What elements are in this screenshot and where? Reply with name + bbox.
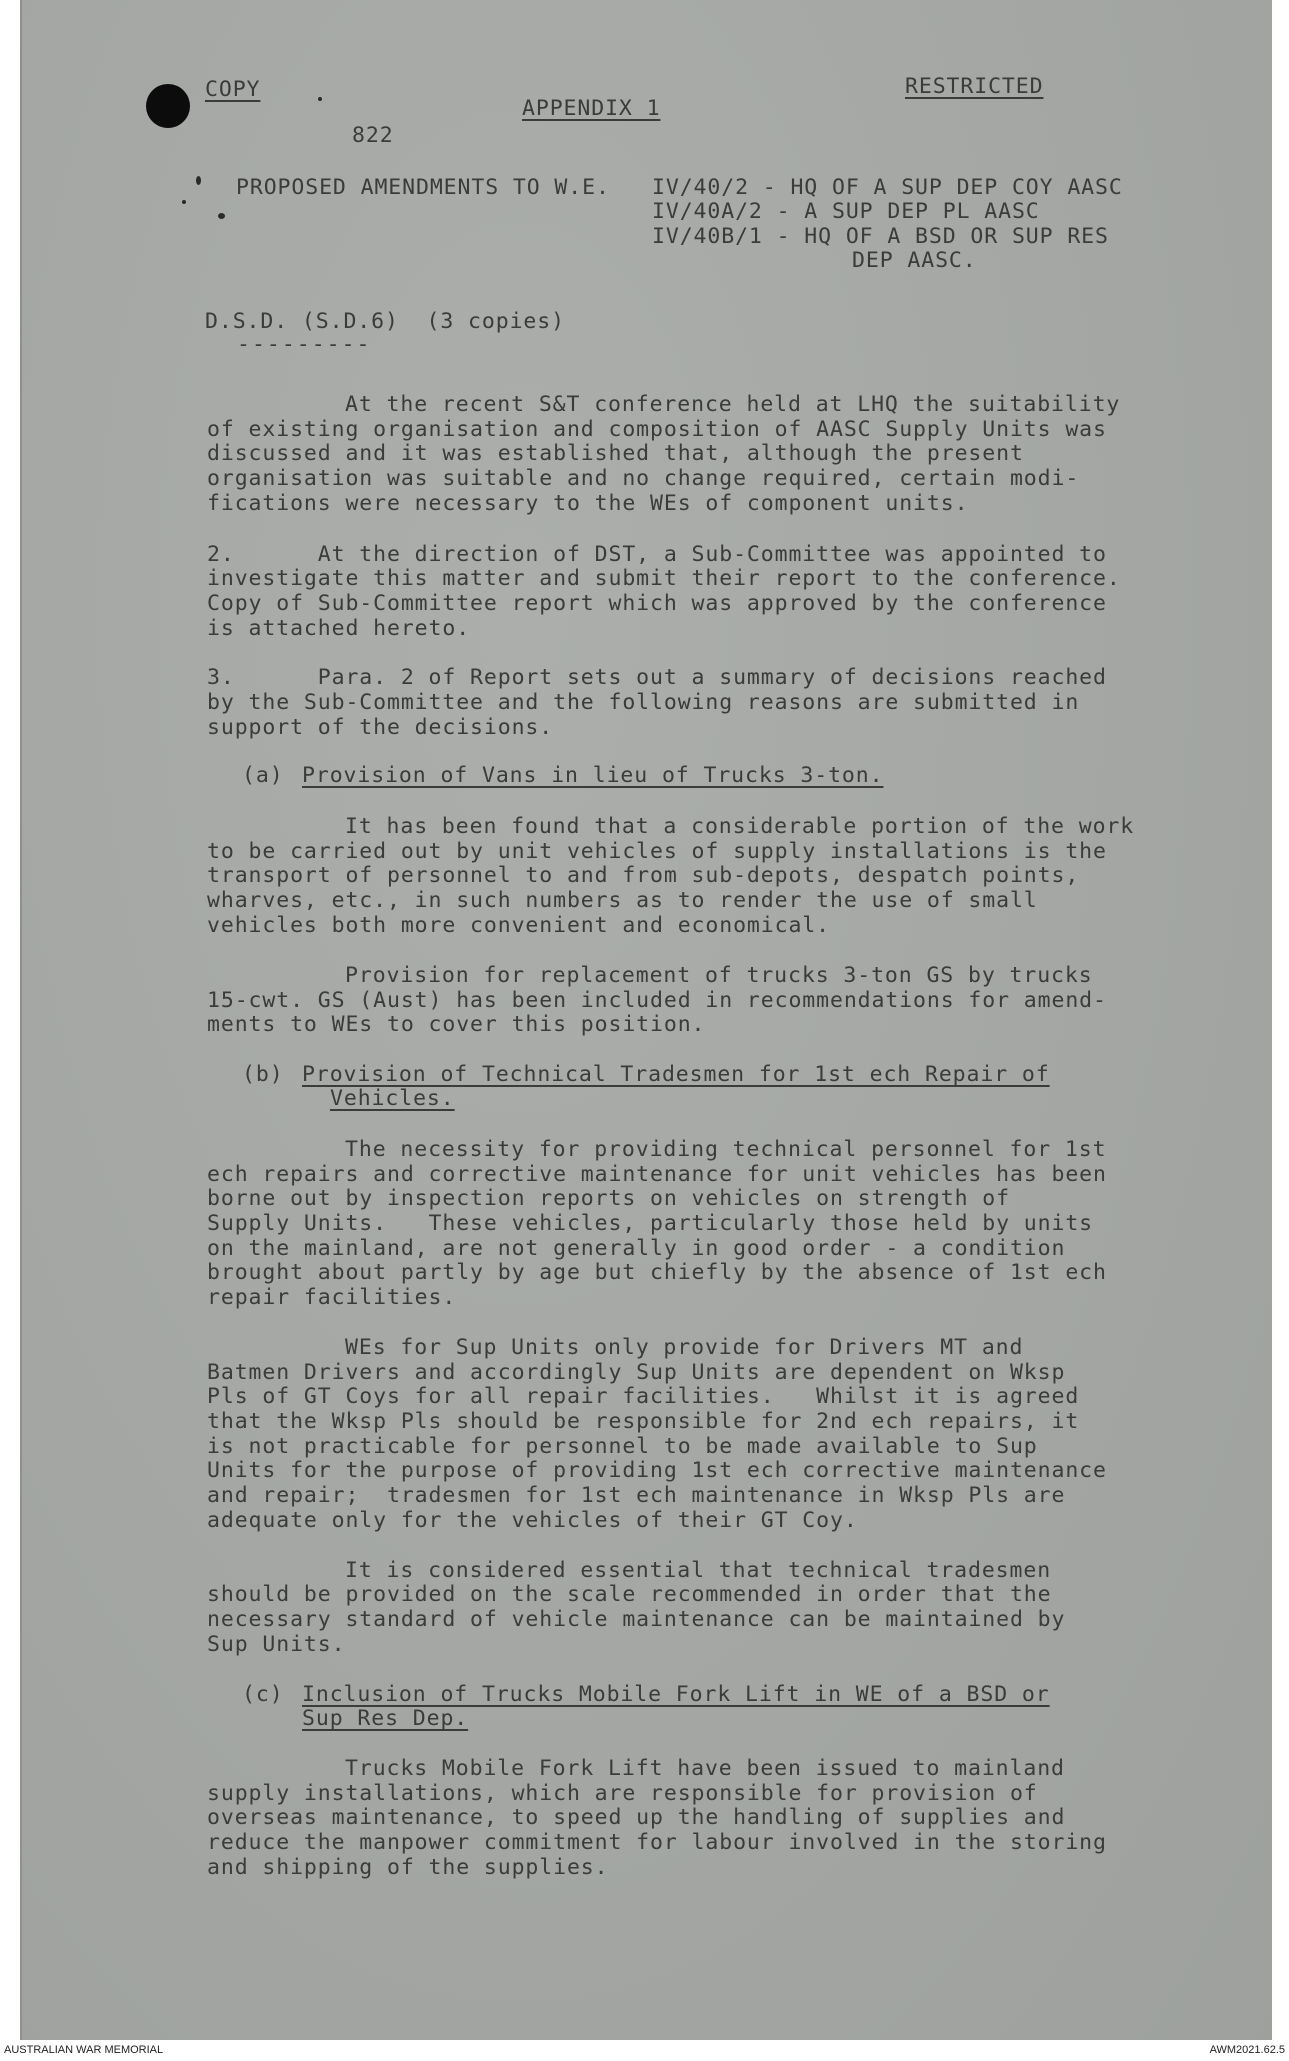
- section-b-text: is not practicable for personnel to be made available to Sup: [207, 1434, 1038, 1459]
- section-a-text: Provision for replacement of trucks 3-ton GS by trucks: [345, 963, 1093, 988]
- subject-line: IV/40B/1 - HQ OF A BSD OR SUP RES: [652, 224, 1109, 249]
- section-c-text: Trucks Mobile Fork Lift have been issued to mainland: [345, 1756, 1065, 1781]
- subject-line: DEP AASC.: [852, 248, 977, 273]
- subject-line: IV/40A/2 - A SUP DEP PL AASC: [652, 199, 1040, 224]
- section-a-text: to be carried out by unit vehicles of supply installations is the: [207, 839, 1107, 864]
- section-a-text: wharves, etc., in such numbers as to render the use of small: [207, 888, 1038, 913]
- paragraph-2-line: is attached hereto.: [207, 616, 471, 641]
- addressee: D.S.D. (S.D.6) (3 copies): [205, 309, 565, 334]
- section-b-heading: Provision of Technical Tradesmen for 1st ech Repair of: [302, 1062, 1050, 1087]
- page-number: 822: [352, 123, 394, 148]
- paragraph-3-line: 3. Para. 2 of Report sets out a summary of decisions reached: [207, 665, 1107, 690]
- section-b-text: Units for the purpose of providing 1st ech corrective maintenance: [207, 1458, 1107, 1483]
- section-b-text: Batmen Drivers and accordingly Sup Units are dependent on Wksp: [207, 1360, 1066, 1385]
- section-a-text: vehicles both more convenient and economical.: [207, 913, 830, 938]
- section-c-text: overseas maintenance, to speed up the handling of supplies and: [207, 1805, 1066, 1830]
- punch-hole: [146, 84, 190, 128]
- paragraph-3-line: support of the decisions.: [207, 715, 554, 740]
- paragraph-1-line: At the recent S&T conference held at LHQ the suitability: [345, 392, 1121, 417]
- paragraph-1-line: discussed and it was established that, although the present: [207, 441, 1024, 466]
- section-b-text: necessary standard of vehicle maintenance can be maintained by: [207, 1607, 1066, 1632]
- section-b-label: (b): [242, 1062, 284, 1087]
- appendix-title: APPENDIX 1: [522, 96, 661, 121]
- subject-line: IV/40/2 - HQ OF A SUP DEP COY AASC: [652, 175, 1123, 200]
- section-b-text: on the mainland, are not generally in good order - a condition: [207, 1236, 1066, 1261]
- section-a-text: transport of personnel to and from sub-depots, despatch points,: [207, 863, 1080, 888]
- archive-footer: [0, 2040, 1289, 2061]
- section-a-label: (a): [242, 763, 284, 788]
- section-b-text: borne out by inspection reports on vehicles on strength of: [207, 1186, 1010, 1211]
- section-b-text: It is considered essential that technical tradesmen: [345, 1558, 1052, 1583]
- paragraph-2-line: Copy of Sub-Committee report which was approved by the conference: [207, 591, 1107, 616]
- ink-speck: [182, 200, 186, 204]
- section-b-text: Sup Units.: [207, 1632, 346, 1657]
- section-c-heading: Inclusion of Trucks Mobile Fork Lift in WE of a BSD or: [302, 1682, 1050, 1707]
- paragraph-2-line: investigate this matter and submit their report to the conference.: [207, 566, 1121, 591]
- section-b-text: ech repairs and corrective maintenance for unit vehicles has been: [207, 1162, 1107, 1187]
- section-c-label: (c): [242, 1682, 284, 1707]
- section-b-text: adequate only for the vehicles of their GT Coy.: [207, 1508, 858, 1533]
- ink-speck: [318, 97, 322, 101]
- section-b-text: should be provided on the scale recommended in order that the: [207, 1582, 1052, 1607]
- classification-label: RESTRICTED: [905, 74, 1044, 99]
- copy-label: COPY: [205, 77, 261, 102]
- document-page: [20, 0, 1272, 2040]
- paragraph-1-line: of existing organisation and composition of AASC Supply Units was: [207, 417, 1107, 442]
- section-b-text: and repair; tradesmen for 1st ech maintenance in Wksp Pls are: [207, 1483, 1066, 1508]
- section-b-text: WEs for Sup Units only provide for Drivers MT and: [345, 1335, 1024, 1360]
- ink-speck: [196, 176, 201, 185]
- section-b-text: that the Wksp Pls should be responsible for 2nd ech repairs, it: [207, 1409, 1080, 1434]
- section-a-text: It has been found that a considerable portion of the work: [345, 814, 1135, 839]
- section-a-heading: Provision of Vans in lieu of Trucks 3-ton.: [302, 763, 884, 788]
- section-c-text: and shipping of the supplies.: [207, 1855, 609, 1880]
- section-c-text: supply installations, which are responsible for provision of: [207, 1781, 1038, 1806]
- section-b-text: repair facilities.: [207, 1285, 457, 1310]
- addressee-rule: ---------: [237, 332, 372, 357]
- section-a-text: ments to WEs to cover this position.: [207, 1012, 706, 1037]
- ink-speck: [218, 213, 225, 219]
- section-b-heading: Vehicles.: [330, 1086, 455, 1111]
- section-c-heading: Sup Res Dep.: [302, 1706, 469, 1731]
- section-b-text: Pls of GT Coys for all repair facilities. Whilst it is agreed: [207, 1384, 1080, 1409]
- subject-prefix: PROPOSED AMENDMENTS TO W.E.: [236, 175, 610, 200]
- paragraph-2-line: 2. At the direction of DST, a Sub-Committee was appointed to: [207, 542, 1107, 567]
- section-b-text: The necessity for providing technical personnel for 1st: [345, 1137, 1107, 1162]
- section-a-text: 15-cwt. GS (Aust) has been included in recommendations for amend-: [207, 988, 1107, 1013]
- paragraph-1-line: organisation was suitable and no change required, certain modi-: [207, 466, 1080, 491]
- section-b-text: Supply Units. These vehicles, particularly those held by units: [207, 1211, 1094, 1236]
- paragraph-3-line: by the Sub-Committee and the following reasons are submitted in: [207, 690, 1080, 715]
- archive-name: AUSTRALIAN WAR MEMORIAL: [4, 2044, 164, 2056]
- section-c-text: reduce the manpower commitment for labour involved in the storing: [207, 1830, 1107, 1855]
- section-b-text: brought about partly by age but chiefly by the absence of 1st ech: [207, 1260, 1107, 1285]
- archive-reference: AWM2021.62.5: [1209, 2044, 1285, 2056]
- paragraph-1-line: fications were necessary to the WEs of component units.: [207, 491, 969, 516]
